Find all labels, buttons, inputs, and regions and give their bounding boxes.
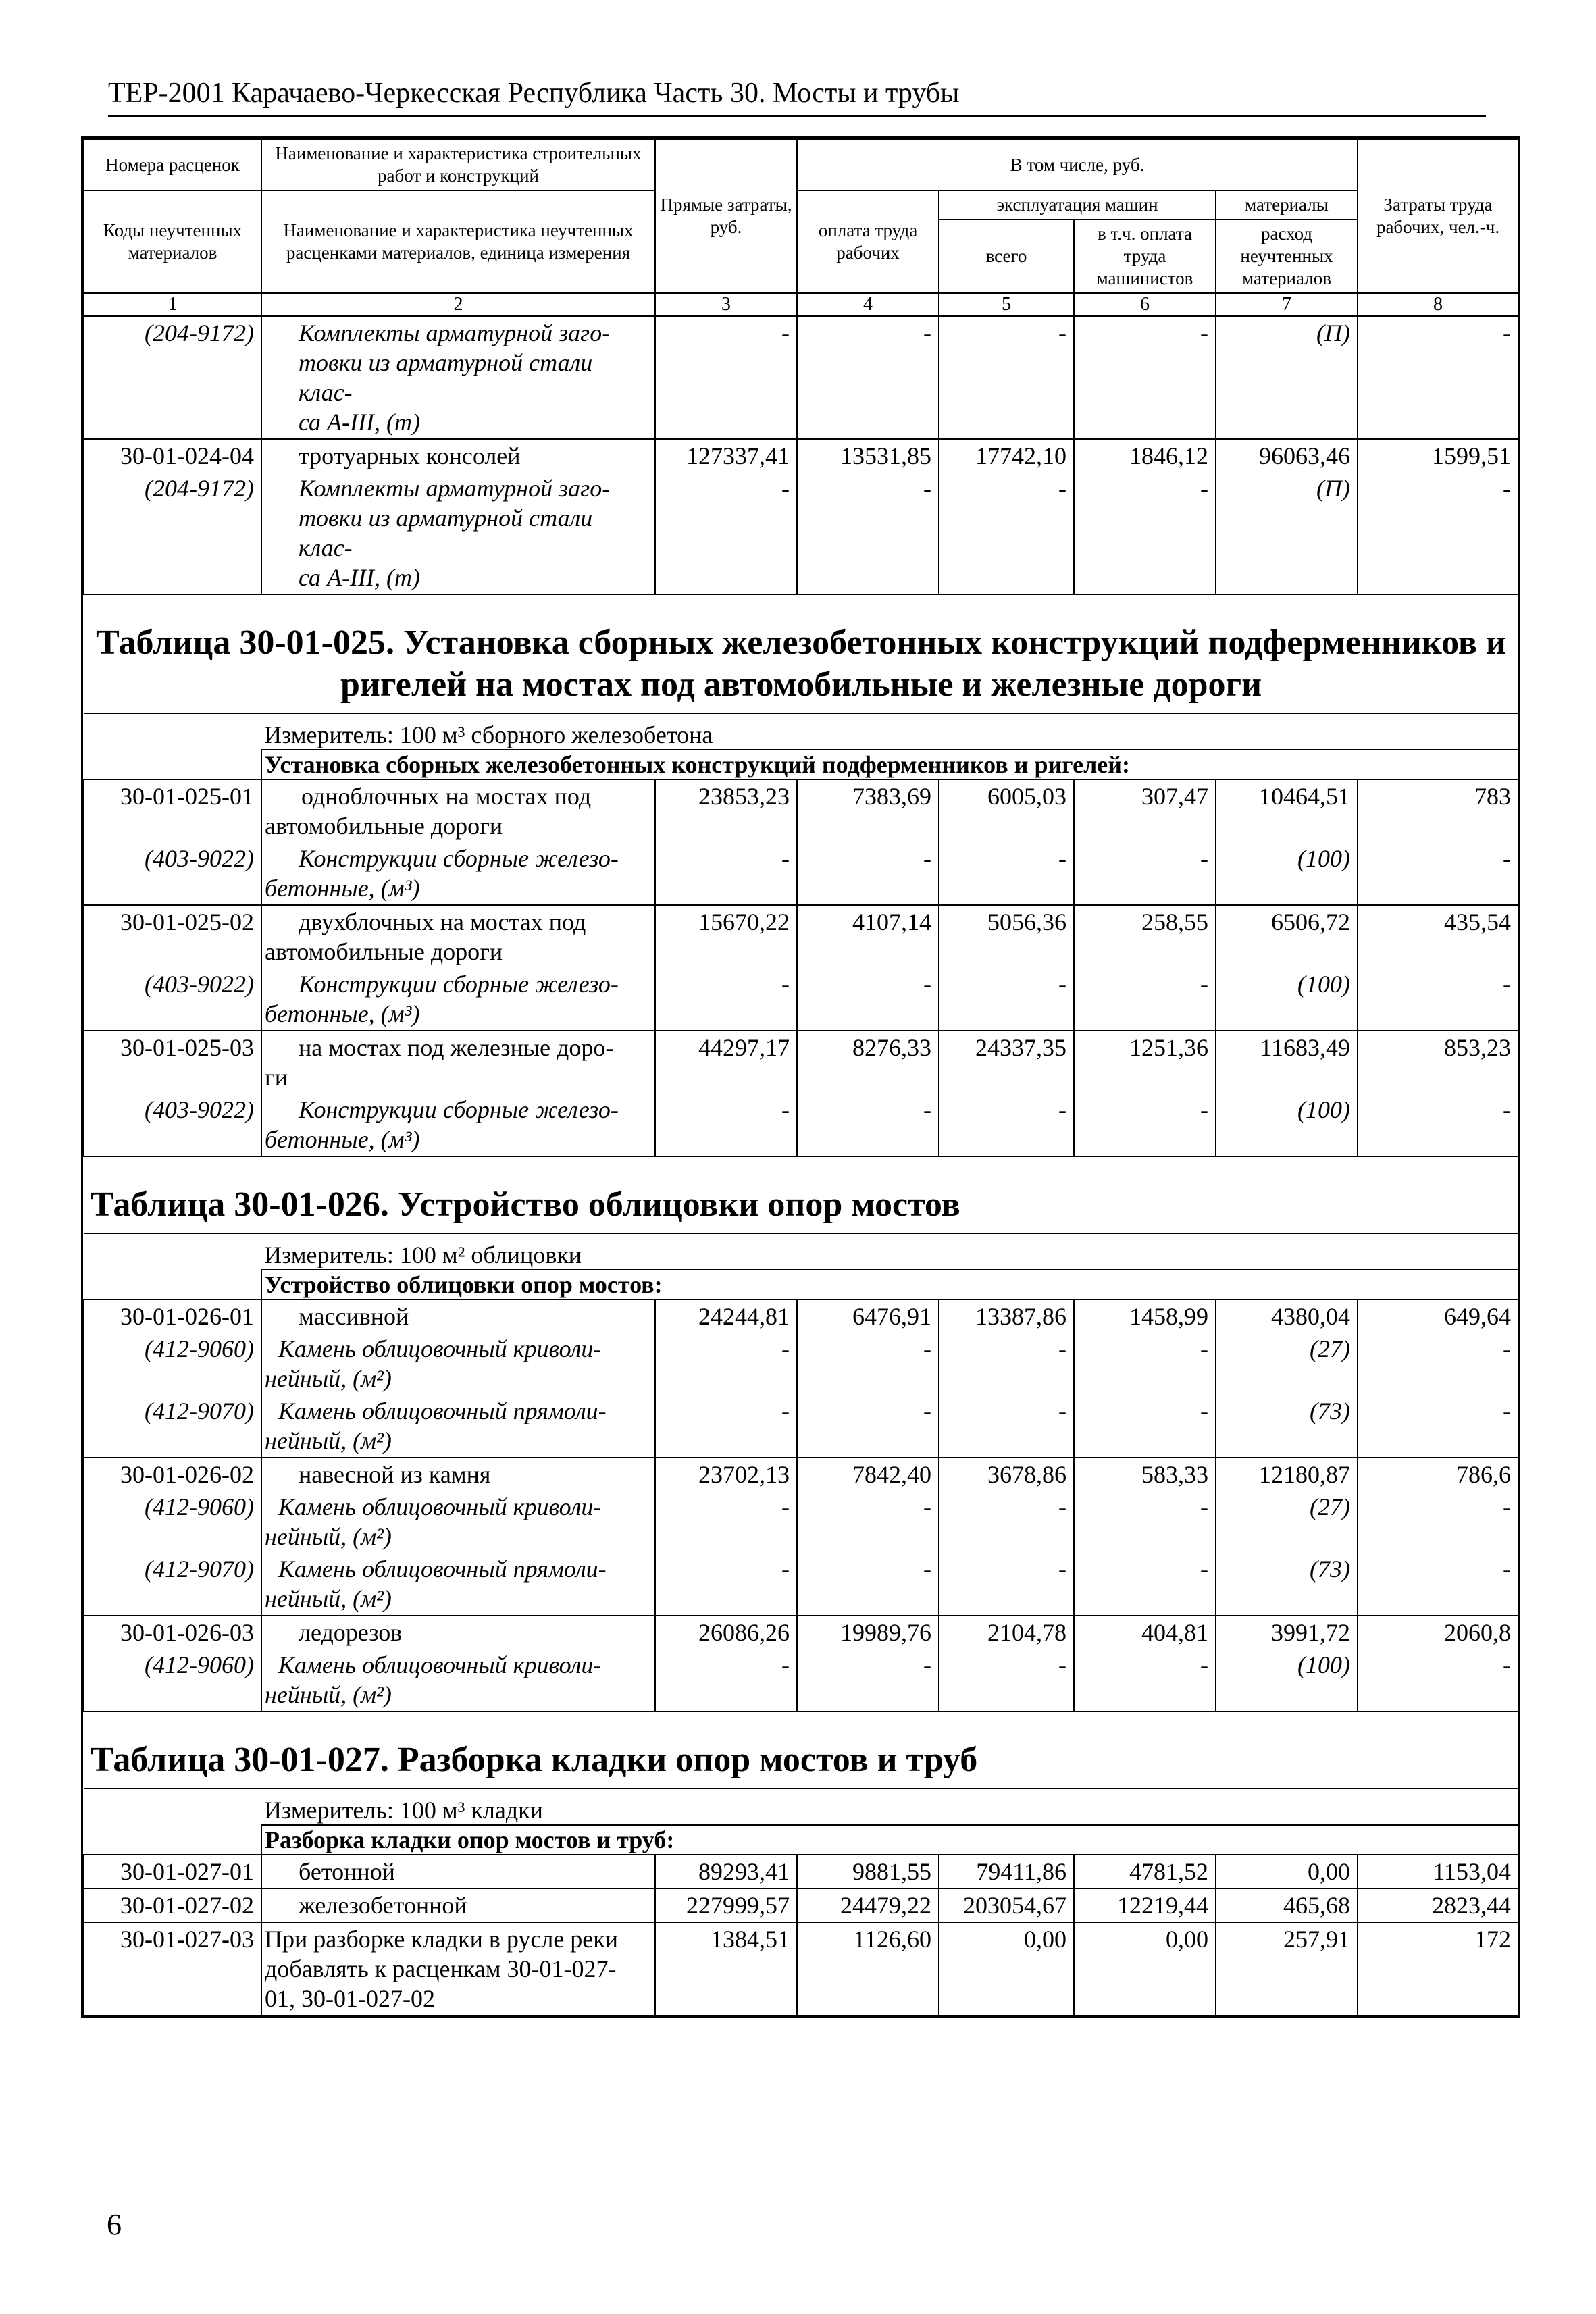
cell-machines: - xyxy=(939,968,1074,1031)
section-subtitle: Разборка кладки опор мостов и труб: xyxy=(261,1825,1518,1855)
col-header-codes-bottom: Коды неучтенных материалов xyxy=(84,190,261,293)
cell-machines: 17742,10 xyxy=(939,439,1074,472)
work-name: железобетонной xyxy=(261,1888,655,1922)
cell-labor: - xyxy=(1358,316,1518,439)
material-name: Камень облицовочный криволи- нейный, (м²) xyxy=(261,1491,655,1553)
cell-materials: (73) xyxy=(1216,1553,1358,1616)
cell-operators: - xyxy=(1074,1553,1216,1616)
cell-machines: - xyxy=(939,1333,1074,1395)
col-header-codes-top: Номера расценок xyxy=(84,139,261,190)
material-name: Конструкции сборные железо- бетонные, (м³) xyxy=(261,968,655,1031)
cell-operators: 1458,99 xyxy=(1074,1300,1216,1333)
rate-code: 30-01-026-01 xyxy=(84,1300,261,1333)
table-row xyxy=(84,1300,1518,1333)
table-row xyxy=(84,779,1518,842)
cell-direct: 26086,26 xyxy=(655,1616,797,1649)
cell-machines: - xyxy=(939,842,1074,905)
cell-materials: 11683,49 xyxy=(1216,1031,1358,1094)
material-code: (412-9070) xyxy=(84,1553,261,1616)
cell-labor: 435,54 xyxy=(1358,905,1518,968)
table-row xyxy=(84,1649,1518,1712)
col-number: 3 xyxy=(655,293,797,316)
rate-code: 30-01-027-03 xyxy=(84,1922,261,2015)
table-row xyxy=(84,1616,1518,1649)
cell-operators: - xyxy=(1074,1649,1216,1712)
cell-direct: 44297,17 xyxy=(655,1031,797,1094)
cell-direct: 23853,23 xyxy=(655,779,797,842)
cell-labor: 786,6 xyxy=(1358,1458,1518,1491)
table-row xyxy=(84,1888,1518,1922)
cell-wages: 7383,69 xyxy=(797,779,939,842)
material-name: Камень облицовочный криволи- нейный, (м²) xyxy=(261,1333,655,1395)
cell-direct: - xyxy=(655,1649,797,1712)
cell-labor: 853,23 xyxy=(1358,1031,1518,1094)
table-row xyxy=(84,1491,1518,1553)
cell-direct: - xyxy=(655,1333,797,1395)
cell-machines: - xyxy=(939,1395,1074,1458)
cell-materials: 10464,51 xyxy=(1216,779,1358,842)
cell-labor: - xyxy=(1358,968,1518,1031)
cell-direct: 127337,41 xyxy=(655,439,797,472)
cell-materials: (П) xyxy=(1216,472,1358,594)
material-code: (412-9060) xyxy=(84,1333,261,1395)
cell-operators: 404,81 xyxy=(1074,1616,1216,1649)
cell-labor: - xyxy=(1358,1395,1518,1458)
cell-wages: 13531,85 xyxy=(797,439,939,472)
cell-operators: 258,55 xyxy=(1074,905,1216,968)
cell-machines: - xyxy=(939,316,1074,439)
table-row xyxy=(84,968,1518,1031)
table-row xyxy=(84,316,1518,439)
rate-code: 30-01-027-02 xyxy=(84,1888,261,1922)
table-row xyxy=(84,439,1518,472)
cell-direct: 227999,57 xyxy=(655,1888,797,1922)
work-name: двухблочных на мостах под автомобильные дороги xyxy=(261,905,655,968)
rate-code: 30-01-024-04 xyxy=(84,439,261,472)
cell-wages: - xyxy=(797,1649,939,1712)
cell-direct: 23702,13 xyxy=(655,1458,797,1491)
cell-machines: - xyxy=(939,1094,1074,1156)
cell-wages: - xyxy=(797,968,939,1031)
cell-operators: 0,00 xyxy=(1074,1922,1216,2015)
cell-wages: - xyxy=(797,1395,939,1458)
cell-labor: 649,64 xyxy=(1358,1300,1518,1333)
work-name: массивной xyxy=(261,1300,655,1333)
material-code: (204-9172) xyxy=(84,472,261,594)
cell-materials: 0,00 xyxy=(1216,1855,1358,1888)
cell-machines: 6005,03 xyxy=(939,779,1074,842)
col-header-materials: материалы xyxy=(1216,190,1358,220)
col-number: 1 xyxy=(84,293,261,316)
rate-code: 30-01-025-01 xyxy=(84,779,261,842)
cell-operators: 4781,52 xyxy=(1074,1855,1216,1888)
cell-labor: 1153,04 xyxy=(1358,1855,1518,1888)
col-number: 6 xyxy=(1074,293,1216,316)
cell-wages: - xyxy=(797,1333,939,1395)
cell-direct: - xyxy=(655,1395,797,1458)
cell-machines: - xyxy=(939,472,1074,594)
cell-direct: - xyxy=(655,842,797,905)
section-subtitle: Установка сборных железобетонных конструкций подферменников и ригелей: xyxy=(261,750,1518,779)
cell-materials: (100) xyxy=(1216,842,1358,905)
cell-labor: - xyxy=(1358,842,1518,905)
material-name: Камень облицовочный прямоли- нейный, (м²) xyxy=(261,1553,655,1616)
cell-labor: 2060,8 xyxy=(1358,1616,1518,1649)
cell-labor: - xyxy=(1358,1553,1518,1616)
cell-labor: - xyxy=(1358,1094,1518,1156)
rate-code: 30-01-026-03 xyxy=(84,1616,261,1649)
col-header-group: В том числе, руб. xyxy=(797,139,1358,190)
cell-wages: - xyxy=(797,472,939,594)
cell-operators: 1846,12 xyxy=(1074,439,1216,472)
rate-code: 30-01-025-02 xyxy=(84,905,261,968)
cell-wages: - xyxy=(797,842,939,905)
cell-operators: 307,47 xyxy=(1074,779,1216,842)
cell-wages: 9881,55 xyxy=(797,1855,939,1888)
cell-wages: 6476,91 xyxy=(797,1300,939,1333)
col-header-machines: эксплуатация машин xyxy=(939,190,1216,220)
material-name: Камень облицовочный криволи- нейный, (м²) xyxy=(261,1649,655,1712)
cell-labor: - xyxy=(1358,1333,1518,1395)
material-name: Конструкции сборные железо- бетонные, (м³) xyxy=(261,842,655,905)
table-row xyxy=(84,1031,1518,1094)
cell-direct: - xyxy=(655,1094,797,1156)
cell-direct: - xyxy=(655,968,797,1031)
material-code: (412-9060) xyxy=(84,1491,261,1553)
col-number: 8 xyxy=(1358,293,1518,316)
cell-direct: 24244,81 xyxy=(655,1300,797,1333)
col-header-name-bottom: Наименование и характеристика неучтенных расценками материалов, единица измерения xyxy=(261,190,655,293)
cell-machines: 13387,86 xyxy=(939,1300,1074,1333)
table-row xyxy=(84,905,1518,968)
table-row xyxy=(84,1094,1518,1156)
col-header-operators-wages: в т.ч. оплата труда машинистов xyxy=(1074,220,1216,293)
cell-machines: 3678,86 xyxy=(939,1458,1074,1491)
section-subtitle: Устройство облицовки опор мостов: xyxy=(261,1270,1518,1300)
table-row xyxy=(84,1395,1518,1458)
col-header-material-consumption: расход неучтенных материалов xyxy=(1216,220,1358,293)
cell-labor: 1599,51 xyxy=(1358,439,1518,472)
cell-machines: 5056,36 xyxy=(939,905,1074,968)
material-name: Конструкции сборные железо- бетонные, (м³) xyxy=(261,1094,655,1156)
cell-materials: 12180,87 xyxy=(1216,1458,1358,1491)
measure-unit: Измеритель: 100 м² облицовки xyxy=(261,1233,1518,1270)
col-number: 7 xyxy=(1216,293,1358,316)
cell-materials: 6506,72 xyxy=(1216,905,1358,968)
material-code: (204-9172) xyxy=(84,316,261,439)
cell-direct: 1384,51 xyxy=(655,1922,797,2015)
table-title: Таблица 30-01-026. Устройство облицовки опор мостов xyxy=(84,1156,1518,1233)
cell-machines: - xyxy=(939,1649,1074,1712)
material-code: (403-9022) xyxy=(84,842,261,905)
work-name: ледорезов xyxy=(261,1616,655,1649)
cell-operators: - xyxy=(1074,1333,1216,1395)
table-row xyxy=(84,842,1518,905)
cell-direct: 89293,41 xyxy=(655,1855,797,1888)
cell-operators: 1251,36 xyxy=(1074,1031,1216,1094)
cell-machines: 2104,78 xyxy=(939,1616,1074,1649)
cell-materials: 257,91 xyxy=(1216,1922,1358,2015)
table-row xyxy=(84,472,1518,594)
cell-materials: (73) xyxy=(1216,1395,1358,1458)
material-code: (412-9070) xyxy=(84,1395,261,1458)
cell-operators: - xyxy=(1074,842,1216,905)
col-number: 4 xyxy=(797,293,939,316)
cell-direct: 15670,22 xyxy=(655,905,797,968)
rate-code: 30-01-026-02 xyxy=(84,1458,261,1491)
cell-materials: (100) xyxy=(1216,968,1358,1031)
cell-materials: (100) xyxy=(1216,1649,1358,1712)
cell-machines: - xyxy=(939,1491,1074,1553)
cell-operators: 583,33 xyxy=(1074,1458,1216,1491)
table-title: Таблица 30-01-027. Разборка кладки опор мостов и труб xyxy=(84,1712,1518,1789)
cell-wages: - xyxy=(797,1491,939,1553)
cell-labor: - xyxy=(1358,1491,1518,1553)
cell-operators: - xyxy=(1074,316,1216,439)
work-name: одноблочных на мостах под автомобильные дороги xyxy=(261,779,655,842)
material-name: Комплекты арматурной заго- товки из арматурной стали клас- са А-III, (т) xyxy=(261,472,655,594)
cell-materials: (27) xyxy=(1216,1491,1358,1553)
table-row xyxy=(84,1855,1518,1888)
cell-direct: - xyxy=(655,472,797,594)
rates-table-frame xyxy=(81,136,1520,2018)
table-row xyxy=(84,1922,1518,2015)
cell-machines: 0,00 xyxy=(939,1922,1074,2015)
page-number: 6 xyxy=(107,2208,122,2241)
material-code: (403-9022) xyxy=(84,1094,261,1156)
cell-wages: 7842,40 xyxy=(797,1458,939,1491)
col-header-name-top: Наименование и характеристика строительных работ и конструкций xyxy=(261,139,655,190)
cell-direct: - xyxy=(655,316,797,439)
cell-wages: - xyxy=(797,316,939,439)
table-row xyxy=(84,1333,1518,1395)
page-header: ТЕР-2001 Карачаево-Черкесская Республика Часть 30. Мосты и трубы xyxy=(108,74,1486,117)
cell-direct: - xyxy=(655,1491,797,1553)
material-name: Камень облицовочный прямоли- нейный, (м²) xyxy=(261,1395,655,1458)
table-row xyxy=(84,1458,1518,1491)
cell-wages: - xyxy=(797,1553,939,1616)
col-header-wages: оплата труда рабочих xyxy=(797,190,939,293)
cell-operators: - xyxy=(1074,968,1216,1031)
cell-labor: - xyxy=(1358,472,1518,594)
col-number: 5 xyxy=(939,293,1074,316)
cell-operators: - xyxy=(1074,1491,1216,1553)
cell-machines: 79411,86 xyxy=(939,1855,1074,1888)
table-title: Таблица 30-01-025. Установка сборных железобетонных конструкций подферменников и ригелей на мостах под автомобильные и железные дороги xyxy=(84,594,1518,713)
measure-unit: Измеритель: 100 м³ кладки xyxy=(261,1789,1518,1825)
work-name: на мостах под железные доро- ги xyxy=(261,1031,655,1094)
material-code: (412-9060) xyxy=(84,1649,261,1712)
cell-materials: (П) xyxy=(1216,316,1358,439)
cell-wages: - xyxy=(797,1094,939,1156)
col-number: 2 xyxy=(261,293,655,316)
work-name: При разборке кладки в русле реки добавлять к расценкам 30-01-027- 01, 30-01-027-02 xyxy=(261,1922,655,2015)
material-name: Комплекты арматурной заго- товки из арматурной стали клас- са А-III, (т) xyxy=(261,316,655,439)
cell-labor: 172 xyxy=(1358,1922,1518,2015)
cell-wages: 19989,76 xyxy=(797,1616,939,1649)
cell-materials: (100) xyxy=(1216,1094,1358,1156)
col-header-labor: Затраты труда рабочих, чел.-ч. xyxy=(1358,139,1518,293)
material-code: (403-9022) xyxy=(84,968,261,1031)
cell-labor: 783 xyxy=(1358,779,1518,842)
rates-table xyxy=(83,138,1519,2016)
cell-wages: 1126,60 xyxy=(797,1922,939,2015)
rate-code: 30-01-027-01 xyxy=(84,1855,261,1888)
cell-direct: - xyxy=(655,1553,797,1616)
cell-wages: 24479,22 xyxy=(797,1888,939,1922)
cell-materials: 96063,46 xyxy=(1216,439,1358,472)
cell-materials: (27) xyxy=(1216,1333,1358,1395)
cell-machines: 203054,67 xyxy=(939,1888,1074,1922)
cell-operators: - xyxy=(1074,1395,1216,1458)
cell-machines: 24337,35 xyxy=(939,1031,1074,1094)
cell-labor: 2823,44 xyxy=(1358,1888,1518,1922)
col-header-machines-total: всего xyxy=(939,220,1074,293)
cell-materials: 465,68 xyxy=(1216,1888,1358,1922)
cell-materials: 4380,04 xyxy=(1216,1300,1358,1333)
work-name: тротуарных консолей xyxy=(261,439,655,472)
cell-wages: 4107,14 xyxy=(797,905,939,968)
cell-operators: 12219,44 xyxy=(1074,1888,1216,1922)
cell-machines: - xyxy=(939,1553,1074,1616)
measure-unit: Измеритель: 100 м³ сборного железобетона xyxy=(261,713,1518,750)
work-name: навесной из камня xyxy=(261,1458,655,1491)
rate-code: 30-01-025-03 xyxy=(84,1031,261,1094)
table-row xyxy=(84,1553,1518,1616)
cell-operators: - xyxy=(1074,1094,1216,1156)
work-name: бетонной xyxy=(261,1855,655,1888)
cell-wages: 8276,33 xyxy=(797,1031,939,1094)
cell-operators: - xyxy=(1074,472,1216,594)
cell-materials: 3991,72 xyxy=(1216,1616,1358,1649)
col-header-direct-costs: Прямые затраты, руб. xyxy=(655,139,797,293)
cell-labor: - xyxy=(1358,1649,1518,1712)
